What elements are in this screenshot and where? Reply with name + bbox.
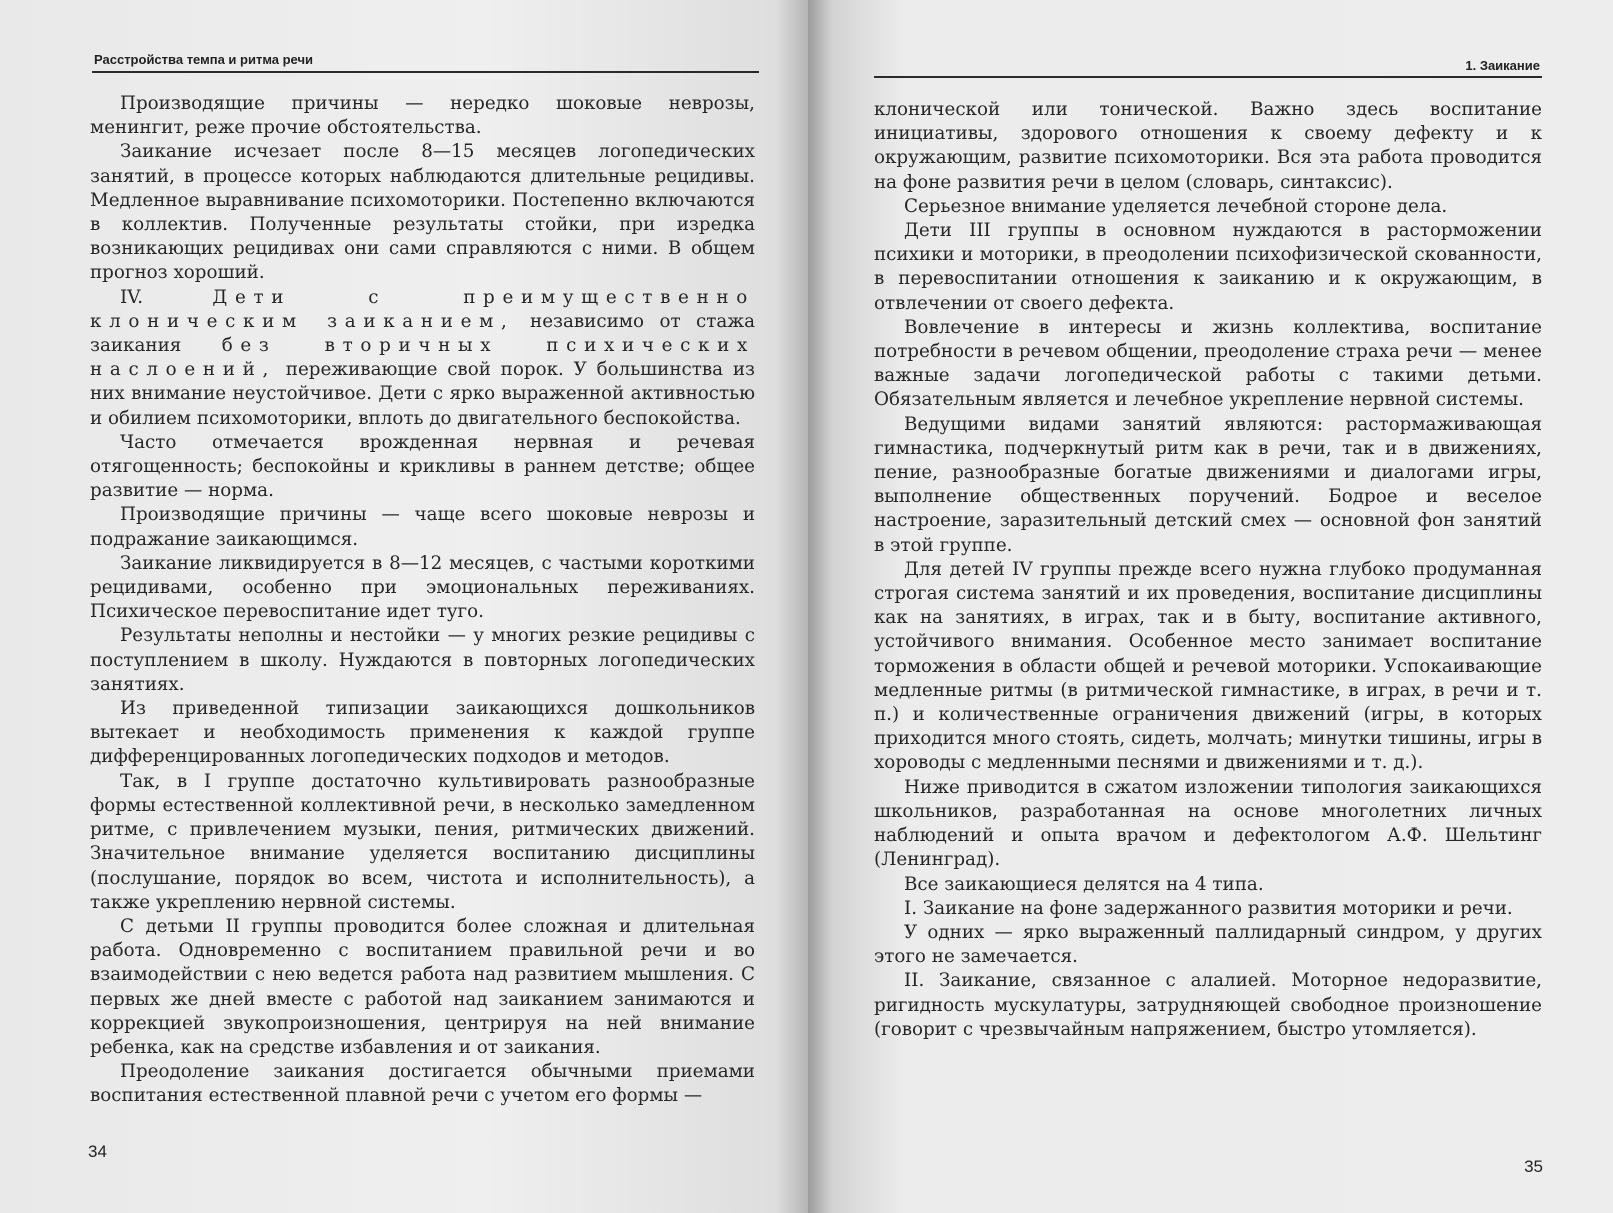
- paragraph: Из приведенной типизации заикающихся дошкольников вытекает и необходимость применения к каждой группе дифференцированных логопедических подходов и методов.: [90, 698, 755, 768]
- paragraph: Часто отмечается врожденная нервная и речевая отягощенность; беспокойны и крикливы в раннем детстве; общее развитие — норма.: [90, 431, 755, 502]
- paragraph: Преодоление заикания достигается обычными приемами воспитания естественной плавной речи с учетом его формы —: [90, 1061, 755, 1107]
- paragraph: [90, 286, 755, 431]
- paragraph: Результаты неполны и нестойки — у многих резкие рецидивы с поступлением в школу. Нуждаются в повторных логопедических занятиях.: [90, 625, 755, 695]
- paragraph: Ведущими видами занятий являются: растормаживающая гимнастика, подчеркнутый ритм как в речи, так и в движениях, пение, разнообразные богатые движениями и диалогами игры, выполнение общественных поручений. Бодрое и веселое настроение, заразительный детский смех — основной фон занятий в этой группе.: [874, 413, 1542, 556]
- spaced-emphasis: без вторичных психических наслоений,: [90, 335, 755, 381]
- spaced-emphasis: Дети с преимущественно клоническим заиканием,: [90, 286, 755, 332]
- paragraph: Так, в I группе достаточно культивировать разнообразные формы естественной коллективной речи, в несколько замедленном ритме, с привлечением музыки, пения, ритмических движений. Значительное внимание уделяется воспитанию дисциплины (послушание, порядок во всем, чистота и исполнительность), а также укреплению нервной системы.: [90, 770, 755, 913]
- running-head: Расстройства темпа и ритма речи: [94, 52, 314, 67]
- paragraph: Все заикающиеся делятся на 4 типа.: [904, 873, 1264, 895]
- paragraph: Заикание исчезает после 8—15 месяцев логопедических занятий, в процессе которых наблюдаются длительные рецидивы. Медленное выравнивание психомоторики. Постепенно включаются в коллектив. Полученные результаты стойки, при изредка возникающих рецидивах они сами справляются с ними. В общем прогноз хороший.: [90, 141, 755, 284]
- page-number: 35: [1524, 1157, 1543, 1176]
- page-number: 34: [88, 1142, 107, 1161]
- paragraph-number: IV.: [120, 286, 144, 308]
- paragraph: I. Заикание на фоне задержанного развития моторики и речи.: [904, 897, 1513, 919]
- paragraph: Вовлечение в интересы и жизнь коллектива, воспитание потребности в речевом общении, преодоление страха речи — менее важные задачи логопедической работы с такими детьми. Обязательным является и лечебное укрепление нервной системы.: [874, 316, 1542, 411]
- header-rule: [92, 71, 759, 73]
- right-page: [808, 0, 1613, 1213]
- body-text: [874, 98, 1542, 1042]
- paragraph: II. Заикание, связанное с алалией. Моторное недоразвитие, ригидность мускулатуры, затрудняющей свободное произношение (говорит с чрезвычайным напряжением, быстро утомляется).: [874, 970, 1542, 1040]
- body-text: [90, 92, 755, 1109]
- header-rule: [874, 76, 1542, 78]
- paragraph-text: независимо от стажа заикания: [90, 310, 756, 357]
- paragraph: Для детей IV группы прежде всего нужна глубоко продуманная строгая система занятий и их проведения, воспитание дисциплины как на занятиях, в играх, так и в быту, воспитание активного, устойчивого внимания. Особенное место занимает воспитание торможения в области общей и речевой моторики. Успокаивающие медленные ритмы (в ритмической гимнастике, в играх, в речи и т. п.) и количественные ограничения движений (игры, в которых приходится много стоять, сидеть, молчать; минутки тишины, игры в хороводы с медленными песнями и движениями и т. д.).: [874, 558, 1542, 774]
- running-head: 1. Заикание: [1465, 58, 1540, 73]
- paragraph: Производящие причины — нередко шоковые неврозы, менингит, реже прочие обстоятельства.: [90, 93, 755, 139]
- paragraph: Серьезное внимание уделяется лечебной стороне дела.: [904, 195, 1448, 217]
- paragraph: С детьми II группы проводится более сложная и длительная работа. Одновременно с воспитанием правильной речи и во взаимодействии с нею ведется работа над развитием мышления. С первых же дней вместе с работой над заиканием занимаются и коррекцией звукопроизношения, центрируя на ней внимание ребенка, как на средстве избавления и от заикания.: [90, 915, 755, 1058]
- paragraph: Производящие причины — чаще всего шоковые неврозы и подражание заикающимся.: [90, 504, 755, 550]
- paragraph: У одних — ярко выраженный паллидарный синдром, у других этого не замечается.: [874, 921, 1542, 968]
- paragraph: Ниже приводится в сжатом изложении типология заикающихся школьников, разработанная на основе многолетних личных наблюдений и опыта врачом и дефектологом А.Ф. Шельтинг (Ленинград).: [874, 776, 1542, 871]
- paragraph: Заикание ликвидируется в 8—12 месяцев, с частыми короткими рецидивами, особенно при эмоциональных переживаниях. Психическое перевоспитание идет туго.: [90, 552, 755, 623]
- paragraph-text: переживающие свой порок. У большинства из них внимание неустойчивое. Дети с ярко выраженной активностью и обилием психомоторики, вплоть до двигательного беспокойства.: [90, 359, 755, 429]
- paragraph: клонической или тонической. Важно здесь воспитание инициативы, здорового отношения к своему дефекту и к окружающим, развитие психомоторики. Вся эта работа проводится на фоне развития речи в целом (словарь, синтаксис).: [874, 99, 1542, 193]
- paragraph: Дети III группы в основном нуждаются в расторможении психики и моторики, в преодолении психофизической скованности, в перевоспитании отношения к заиканию и к окружающим, в отвлечении от своего дефекта.: [874, 220, 1542, 314]
